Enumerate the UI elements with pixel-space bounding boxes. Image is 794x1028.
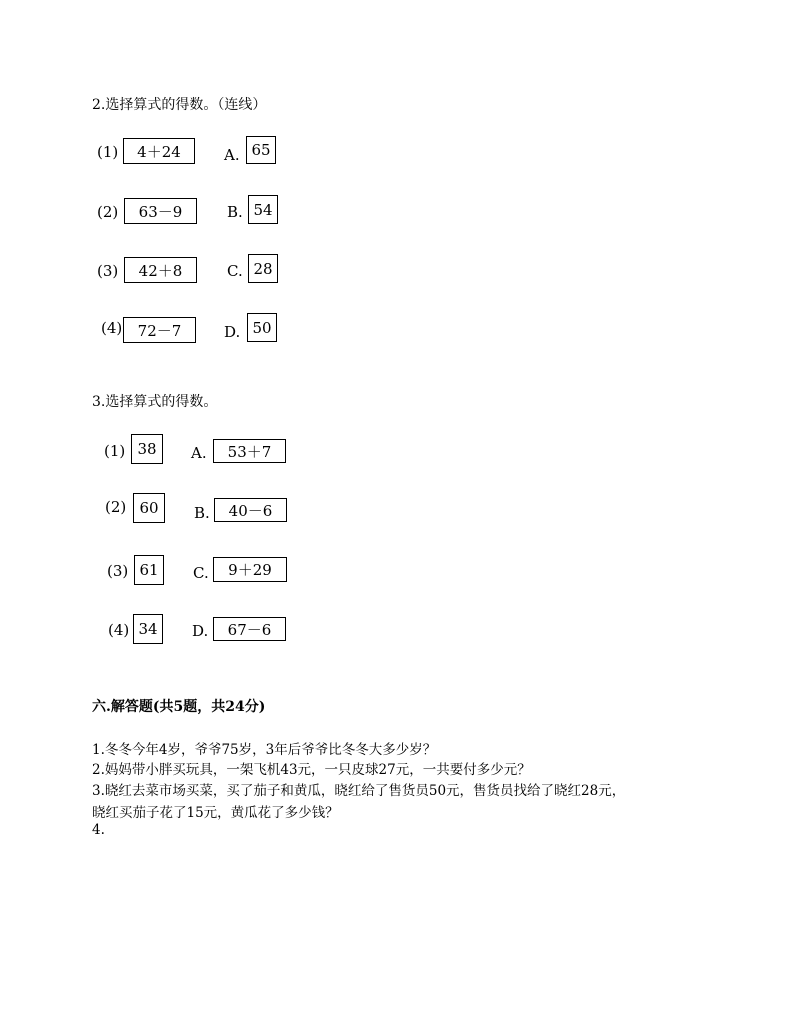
q2-answer-box[interactable]: 28 xyxy=(248,254,278,283)
q2-option-letter: B. xyxy=(227,203,243,221)
q2-expression-box[interactable]: 4＋24 xyxy=(123,138,195,164)
q2-title: 2.选择算式的得数。（连线） xyxy=(92,97,267,113)
q2-expression-box[interactable]: 63－9 xyxy=(124,198,197,224)
problem-line: 2.妈妈带小胖买玩具，一架飞机43元，一只皮球27元，一共要付多少元？ xyxy=(92,762,531,778)
q2-row-number: (3) xyxy=(97,262,119,280)
q2-expression-box[interactable]: 42＋8 xyxy=(124,257,197,283)
q3-title: 3.选择算式的得数。 xyxy=(92,394,218,410)
q3-value-box[interactable]: 61 xyxy=(134,555,164,585)
q2-answer-box[interactable]: 54 xyxy=(248,195,278,224)
q3-option-letter: D. xyxy=(192,622,209,640)
q2-answer-box[interactable]: 50 xyxy=(247,313,277,342)
q2-option-letter: A. xyxy=(224,146,240,164)
q3-expression-box[interactable]: 9＋29 xyxy=(213,557,287,582)
q3-expression-box[interactable]: 40－6 xyxy=(214,498,287,522)
q3-option-letter: C. xyxy=(193,564,209,582)
q3-expression-box[interactable]: 53＋7 xyxy=(213,439,286,463)
q3-expression-box[interactable]: 67－6 xyxy=(213,617,286,641)
q3-row-number: (2) xyxy=(105,498,127,516)
q3-option-letter: B. xyxy=(194,504,210,522)
q3-value-box[interactable]: 38 xyxy=(131,434,163,464)
q2-row-number: (1) xyxy=(97,143,119,161)
q2-option-letter: C. xyxy=(227,262,243,280)
q2-row-number: (4) xyxy=(101,319,123,337)
q3-option-letter: A. xyxy=(191,444,207,462)
q3-row-number: (4) xyxy=(108,621,130,639)
problem-line: 晓红买茄子花了15元，黄瓜花了多少钱？ xyxy=(92,805,339,821)
q2-row-number: (2) xyxy=(97,203,119,221)
q2-expression-box[interactable]: 72－7 xyxy=(123,317,196,343)
q3-value-box[interactable]: 60 xyxy=(133,493,165,523)
q2-option-letter: D. xyxy=(224,323,241,341)
section-6-title: 六.解答题(共5题，共24分) xyxy=(92,699,266,715)
q3-row-number: (1) xyxy=(104,442,126,460)
q3-row-number: (3) xyxy=(107,562,129,580)
problem-line: 1.冬冬今年4岁，爷爷75岁，3年后爷爷比冬冬大多少岁？ xyxy=(92,742,437,758)
q3-value-box[interactable]: 34 xyxy=(133,614,163,644)
q2-answer-box[interactable]: 65 xyxy=(246,136,276,164)
problem-line: 4. xyxy=(92,822,105,838)
problem-line: 3.晓红去菜市场买菜，买了茄子和黄瓜，晓红给了售货员50元，售货员找给了晓红28元， xyxy=(92,783,626,799)
